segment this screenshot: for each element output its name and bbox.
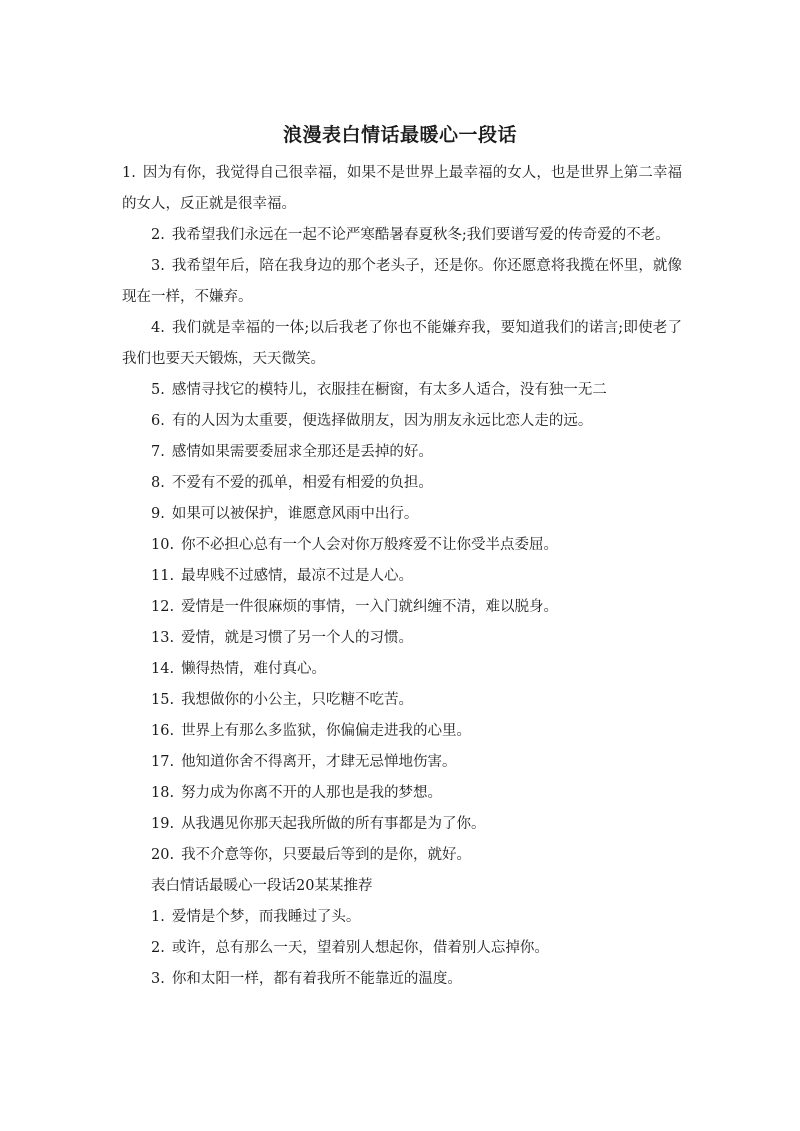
list-item	[122, 437, 682, 468]
item-number: 4.	[151, 320, 165, 336]
item-text: 世界上有那么多监狱，你偏偏走进我的心里。	[181, 723, 472, 739]
list-item	[122, 158, 682, 220]
item-number: 14.	[151, 661, 175, 677]
item-text: 我希望年后，陪在我身边的那个老头子，还是你。你还愿意将我揽在怀里，就像现在一样，不嫌弃。	[122, 258, 682, 305]
item-text: 爱情，就是习惯了另一个人的习惯。	[181, 630, 414, 646]
item-number: 3.	[151, 258, 165, 274]
item-text: 从我遇见你那天起我所做的所有事都是为了你。	[181, 816, 486, 832]
item-text: 他知道你舍不得离开，才肆无忌惮地伤害。	[181, 754, 457, 770]
item-number: 10.	[151, 537, 175, 553]
list-item	[122, 654, 682, 685]
item-number: 16.	[151, 723, 175, 739]
item-number: 1.	[151, 909, 165, 925]
document-body	[122, 158, 682, 995]
item-number: 17.	[151, 754, 175, 770]
item-number: 2.	[151, 227, 165, 243]
list-item	[122, 964, 682, 995]
item-text: 如果可以被保护，谁愿意风雨中出行。	[171, 506, 419, 522]
list-item	[122, 468, 682, 499]
item-text: 因为有你，我觉得自己很幸福，如果不是世界上最幸福的女人，也是世界上第二幸福的女人，反正就是很幸福。	[122, 165, 682, 212]
list-item	[122, 716, 682, 747]
item-text: 我希望我们永远在一起不论严寒酷暑春夏秋冬;我们要谱写爱的传奇爱的不老。	[171, 227, 670, 243]
item-text: 或许，总有那么一天，望着别人想起你，借着别人忘掉你。	[171, 940, 549, 956]
item-number: 20.	[151, 847, 175, 863]
item-number: 12.	[151, 599, 175, 615]
list-item	[122, 623, 682, 654]
list-item	[122, 561, 682, 592]
list-item	[122, 313, 682, 375]
list-item	[122, 685, 682, 716]
item-number: 6.	[151, 413, 165, 429]
item-text: 爱情是一件很麻烦的事情，一入门就纠缠不清，难以脱身。	[181, 599, 559, 615]
item-text: 不爱有不爱的孤单，相爱有相爱的负担。	[171, 475, 433, 491]
list-item	[122, 406, 682, 437]
item-text: 你和太阳一样，都有着我所不能靠近的温度。	[171, 971, 462, 987]
list-item	[122, 747, 682, 778]
item-number: 13.	[151, 630, 175, 646]
item-text: 努力成为你离不开的人那也是我的梦想。	[181, 785, 443, 801]
list-item	[122, 933, 682, 964]
item-text: 感情如果需要委屈求全那还是丢掉的好。	[171, 444, 433, 460]
item-text: 我们就是幸福的一体;以后我老了你也不能嫌弃我，要知道我们的诺言;即使老了我们也要天天锻炼，天天微笑。	[122, 320, 682, 367]
list-item	[122, 499, 682, 530]
item-number: 19.	[151, 816, 175, 832]
item-text: 我不介意等你，只要最后等到的是你，就好。	[181, 847, 472, 863]
list-item	[122, 530, 682, 561]
list-item	[122, 809, 682, 840]
item-number: 3.	[151, 971, 165, 987]
section-subheading: 表白情话最暖心一段话20某某推荐	[151, 878, 373, 894]
item-number: 15.	[151, 692, 175, 708]
item-text: 你不必担心总有一个人会对你万般疼爱不让你受半点委屈。	[181, 537, 559, 553]
item-text: 我想做你的小公主，只吃糖不吃苦。	[181, 692, 414, 708]
list-item	[122, 220, 682, 251]
item-text: 爱情是个梦，而我睡过了头。	[171, 909, 361, 925]
list-item	[122, 375, 682, 406]
item-text: 懒得热情，难付真心。	[181, 661, 327, 677]
item-number: 5.	[151, 382, 165, 398]
item-number: 18.	[151, 785, 175, 801]
item-number: 2.	[151, 940, 165, 956]
list-item	[122, 840, 682, 871]
item-number: 7.	[151, 444, 165, 460]
list-item	[122, 902, 682, 933]
item-number: 1.	[122, 165, 136, 181]
item-number: 11.	[151, 568, 175, 584]
item-text: 最卑贱不过感情，最凉不过是人心。	[181, 568, 414, 584]
item-text: 有的人因为太重要，便选择做朋友，因为朋友永远比恋人走的远。	[171, 413, 593, 429]
document-title: 浪漫表白情话最暖心一段话	[282, 124, 517, 146]
item-number: 8.	[151, 475, 165, 491]
item-text: 感情寻找它的模特儿，衣服挂在橱窗，有太多人适合，没有独一无二	[171, 382, 607, 398]
list-item	[122, 251, 682, 313]
list-item	[122, 592, 682, 623]
list-item	[122, 778, 682, 809]
item-number: 9.	[151, 506, 165, 522]
